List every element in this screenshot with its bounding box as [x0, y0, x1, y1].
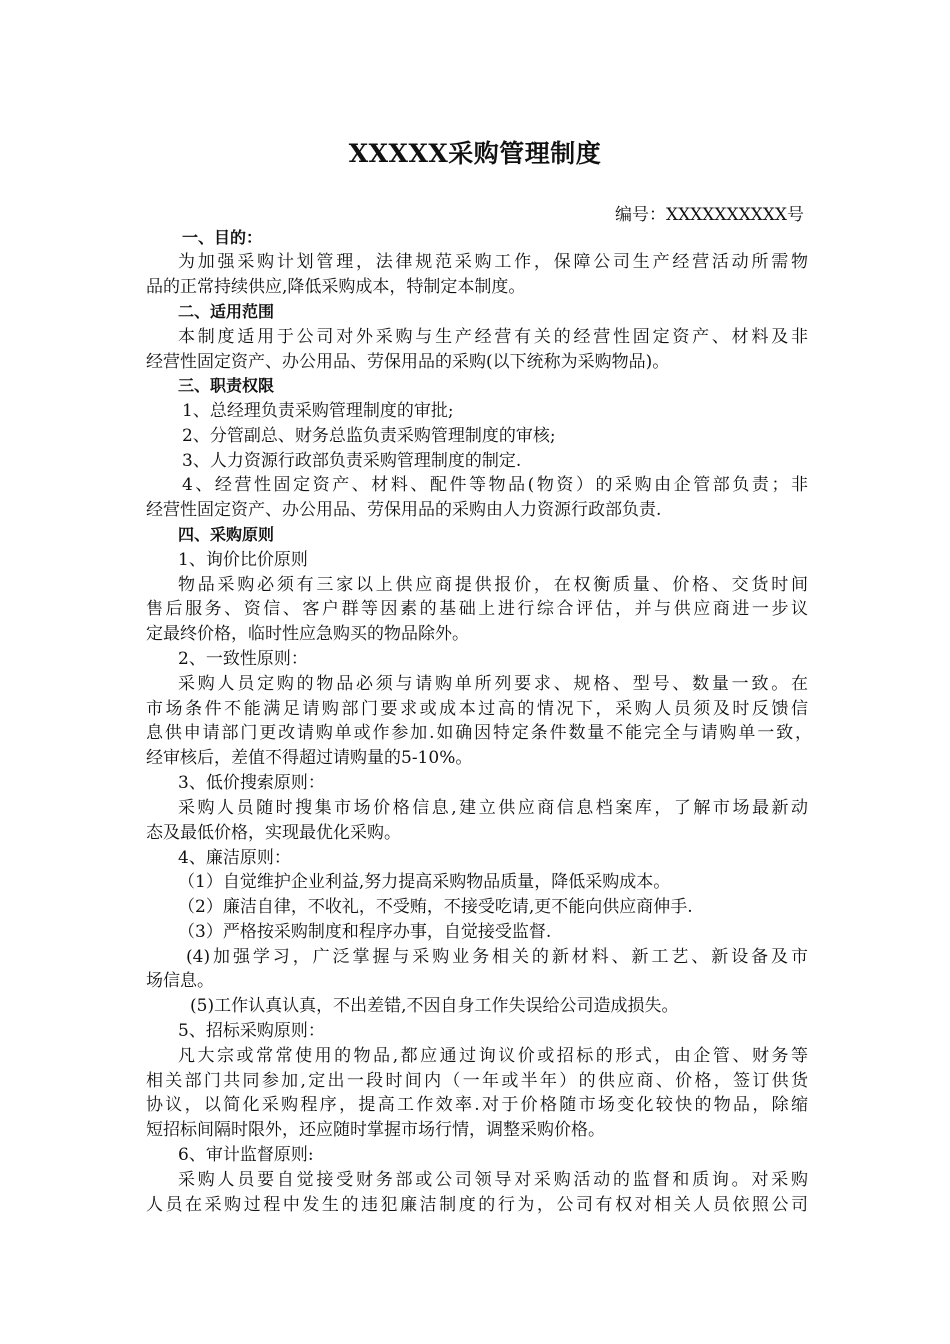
body-line: 采购人员定购的物品必须与请购单所列要求、规格、型号、数量一致。在 [178, 674, 808, 694]
body-line: 物品采购必须有三家以上供应商提供报价，在权衡质量、价格、交货时间 [178, 575, 808, 595]
body-line: 市场条件不能满足请购部门要求或成本过高的情况下，采购人员须及时反馈信 [146, 699, 808, 719]
body-line: 短招标间隔时限外，还应随时掌握市场行情，调整采购价格。 [146, 1120, 605, 1140]
body-line: 态及最低价格，实现最优化采购。 [146, 823, 401, 843]
subsection-heading: 6、审计监督原则: [178, 1145, 314, 1165]
list-item: 4、经营性固定资产、材料、配件等物品(物资）的采购由企管部负责；非 [182, 475, 808, 495]
body-line: 本制度适用于公司对外采购与生产经营有关的经营性固定资产、材料及非 [178, 327, 808, 347]
body-line: 采购人员随时搜集市场价格信息,建立供应商信息档案库，了解市场最新动 [178, 798, 808, 818]
body-line: 凡大宗或常常使用的物品,都应通过询议价或招标的形式，由企管、财务等 [178, 1046, 808, 1066]
body-line: 品的正常持续供应,降低采购成本，特制定本制度。 [146, 277, 526, 297]
body-line: 定最终价格，临时性应急购买的物品除外。 [146, 624, 469, 644]
body-line: 采购人员要自觉接受财务部或公司领导对采购活动的监督和质询。对采购 [178, 1170, 808, 1190]
body-line: 息供申请部门更改请购单或作参加.如确因特定条件数量不能完全与请购单一致， [146, 723, 812, 743]
document-title: XXXXX采购管理制度 [348, 139, 602, 168]
subsection-heading: 4、廉洁原则： [178, 848, 291, 868]
body-line: 售后服务、资信、客户群等因素的基础上进行综合评估，并与供应商进一步议 [146, 599, 808, 619]
body-line: 经审核后，差值不得超过请购量的5-10%。 [146, 748, 473, 768]
list-item: (5)工作认真认真，不出差错,不因自身工作失误给公司造成损失。 [190, 996, 679, 1016]
list-item: 2、分管副总、财务总监负责采购管理制度的审核; [182, 426, 556, 446]
section-heading: 三、职责权限 [178, 376, 275, 395]
subsection-heading: 3、低价搜索原则： [178, 773, 325, 793]
list-item: （3）严格按采购制度和程序办事，自觉接受监督. [178, 922, 552, 942]
list-item: （1）自觉维护企业利益,努力提高采购物品质量，降低采购成本。 [178, 872, 671, 892]
body-line: 为加强采购计划管理，法律规范采购工作，保障公司生产经营活动所需物 [178, 252, 808, 272]
body-line: 经营性固定资产、办公用品、劳保用品的采购由人力资源行政部负责. [146, 500, 662, 520]
list-item: 1、总经理负责采购管理制度的审批; [182, 401, 454, 421]
body-line: 人员在采购过程中发生的违犯廉洁制度的行为，公司有权对相关人员依照公司 [146, 1195, 808, 1215]
body-line: 相关部门共同参加,定出一段时间内（一年或半年）的供应商、价格，签订供货 [146, 1071, 808, 1091]
section-heading: 一、目的： [182, 228, 263, 247]
subsection-heading: 1、询价比价原则 [178, 550, 308, 570]
body-line: 协议，以简化采购程序，提高工作效率.对于价格随市场变化较快的物品，除缩 [146, 1095, 808, 1115]
section-heading: 二、适用范围 [178, 302, 275, 321]
list-item: （2）廉洁自律，不收礼，不受贿，不接受吃请,更不能向供应商伸手. [178, 897, 693, 917]
body-line: 场信息。 [146, 971, 214, 991]
list-item: 3、人力资源行政部负责采购管理制度的制定. [182, 451, 522, 471]
list-item: (4)加强学习，广泛掌握与采购业务相关的新材料、新工艺、新设备及市 [186, 947, 808, 967]
subsection-heading: 5、招标采购原则： [178, 1021, 325, 1041]
subsection-heading: 2、一致性原则： [178, 649, 308, 669]
body-line: 经营性固定资产、办公用品、劳保用品的采购(以下统称为采购物品)。 [146, 352, 670, 372]
document-number: 编号：XXXXXXXXXX号 [614, 205, 804, 225]
section-heading: 四、采购原则 [178, 525, 275, 544]
